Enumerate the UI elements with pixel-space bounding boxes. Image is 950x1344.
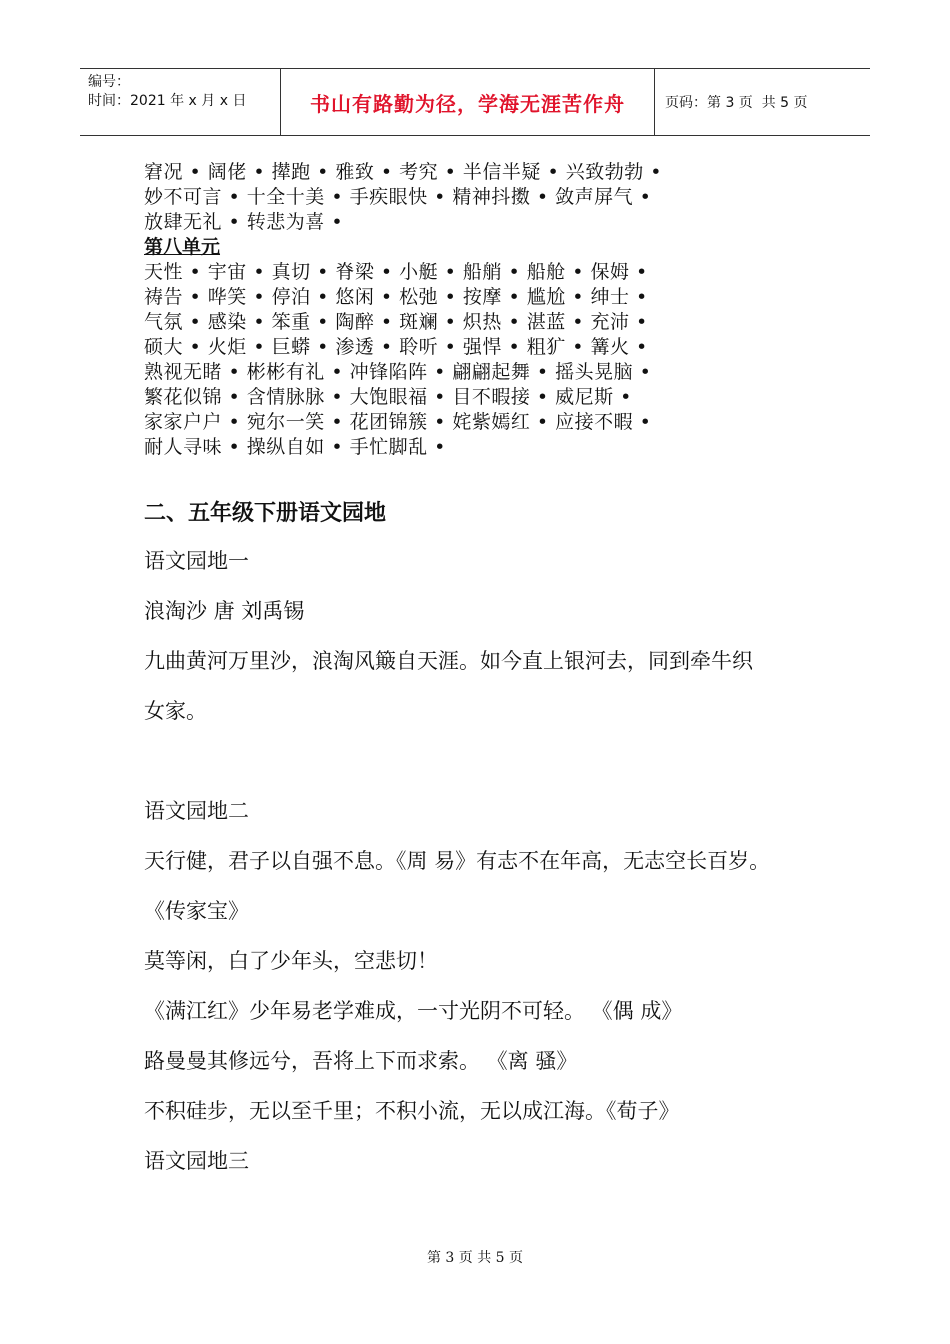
quote-line: 莫等闲，白了少年头，空悲切！ bbox=[144, 949, 438, 973]
time-label: 时间：2021 年 x 月 x 日 bbox=[88, 93, 247, 109]
section-title: 二、五年级下册语文园地 bbox=[144, 501, 387, 526]
word-line: 妙不可言 • 十全十美 • 手疾眼快 • 精神抖擞 • 敛声屏气 • bbox=[144, 186, 652, 208]
word-line: 耐人寻味 • 操纵自如 • 手忙脚乱 • bbox=[144, 436, 446, 458]
word-line: 家家户户 • 宛尔一笑 • 花团锦簇 • 姹紫嫣红 • 应接不暇 • bbox=[144, 411, 652, 433]
word-line: 繁花似锦 • 含情脉脉 • 大饱眼福 • 目不暇接 • 威尼斯 • bbox=[144, 386, 632, 408]
poem-line: 女家。 bbox=[144, 699, 207, 723]
quote-line: 天行健，君子以自强不息。《周 易》有志不在年高，无志空长百岁。 bbox=[144, 849, 771, 873]
word-list-block bbox=[144, 160, 844, 460]
word-line: 熟视无睹 • 彬彬有礼 • 冲锋陷阵 • 翩翩起舞 • 摇头晃脑 • bbox=[144, 361, 652, 383]
word-line: 窘况 • 阔佬 • 撵跑 • 雅致 • 考究 • 半信半疑 • 兴致勃勃 • bbox=[144, 161, 662, 183]
header-page-info bbox=[655, 69, 870, 135]
word-line: 放肆无礼 • 转悲为喜 • bbox=[144, 211, 344, 233]
garden-heading: 语文园地二 bbox=[144, 799, 249, 823]
header-meta bbox=[80, 69, 281, 135]
number-label: 编号： bbox=[88, 74, 130, 90]
word-line: 祷告 • 哗笑 • 停泊 • 悠闲 • 松弛 • 按摩 • 尴尬 • 绅士 • bbox=[144, 286, 648, 308]
poem-line: 九曲黄河万里沙，浪淘风簸自天涯。如今直上银河去，同到牵牛织 bbox=[144, 649, 753, 673]
quote-line: 不积硅步，无以至千里；不积小流，无以成江海。《荀子》 bbox=[144, 1099, 680, 1123]
header-motto: 书山有路勤为径，学海无涯苦作舟 bbox=[281, 69, 655, 135]
page-footer: 第 3 页 共 5 页 bbox=[426, 1250, 524, 1266]
quote-line: 路曼曼其修远兮，吾将上下而求索。 《离 骚》 bbox=[144, 1049, 578, 1073]
quote-line: 《传家宝》 bbox=[144, 899, 249, 923]
page-info-text: 页码：第 3 页 共 5 页 bbox=[665, 95, 808, 111]
garden-heading: 语文园地一 bbox=[144, 549, 249, 573]
quote-line: 《满江红》少年易老学难成，一寸光阴不可轻。 《偶 成》 bbox=[144, 999, 683, 1023]
page-header bbox=[80, 68, 870, 136]
poem-title: 浪淘沙 唐 刘禹锡 bbox=[144, 599, 305, 623]
word-line: 硕大 • 火炬 • 巨蟒 • 渗透 • 聆听 • 强悍 • 粗犷 • 篝火 • bbox=[144, 336, 648, 358]
word-line: 天性 • 宇宙 • 真切 • 脊梁 • 小艇 • 船艄 • 船舱 • 保姆 • bbox=[144, 261, 648, 283]
garden-heading: 语文园地三 bbox=[144, 1149, 249, 1173]
unit-eight-title: 第八单元 bbox=[144, 236, 221, 258]
word-line: 气氛 • 感染 • 笨重 • 陶醉 • 斑斓 • 炽热 • 湛蓝 • 充沛 • bbox=[144, 311, 648, 333]
